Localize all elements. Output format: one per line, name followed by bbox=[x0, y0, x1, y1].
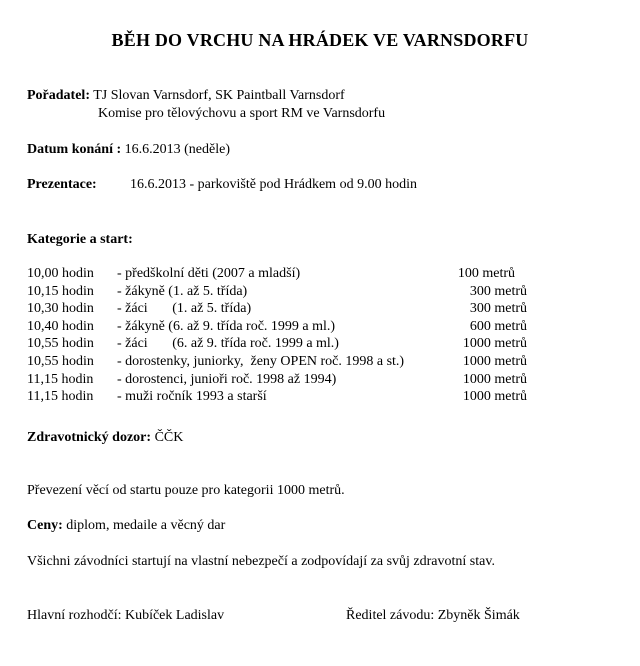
categories-table bbox=[27, 265, 527, 406]
row-time: 10,30 hodin bbox=[27, 301, 94, 317]
prizes-line bbox=[27, 518, 225, 534]
row-time: 10,15 hodin bbox=[27, 283, 94, 299]
organizer-label: Pořadatel: bbox=[27, 88, 90, 103]
medical-label: Zdravotnický dozor: bbox=[27, 430, 152, 445]
row-description: - žáci (6. až 9. třída roč. 1999 a ml.) bbox=[117, 336, 339, 352]
categories-heading: Kategorie a start: bbox=[27, 232, 133, 247]
table-row bbox=[27, 353, 527, 371]
row-description: - žáci (1. až 5. třída) bbox=[117, 301, 252, 317]
table-row bbox=[27, 265, 527, 283]
transport-note: Převezení věcí od startu pouze pro kategorii 1000 metrů. bbox=[27, 483, 345, 498]
registration-value: 16.6.2013 - parkoviště pod Hrádkem od 9.00 hodin bbox=[130, 177, 417, 192]
table-row bbox=[27, 371, 527, 389]
table-row bbox=[27, 300, 527, 318]
row-description: - předškolní děti (2007 a mladší) bbox=[117, 266, 301, 281]
prizes-value: diplom, medaile a věcný dar bbox=[66, 518, 226, 533]
row-description: - dorostenci, junioři roč. 1998 až 1994) bbox=[117, 371, 337, 387]
date-label: Datum konání : bbox=[27, 142, 122, 157]
date-value: 16.6.2013 (neděle) bbox=[124, 142, 230, 157]
row-description: - žákyně (1. až 5. třída) bbox=[117, 283, 248, 299]
row-time: 10,55 hodin bbox=[27, 353, 94, 369]
organizer-line-1 bbox=[27, 88, 345, 104]
table-row bbox=[27, 388, 527, 406]
row-time: 10,40 hodin bbox=[27, 318, 94, 334]
row-distance: 1000 metrů bbox=[462, 371, 527, 387]
row-description: - žákyně (6. až 9. třída roč. 1999 a ml.) bbox=[117, 318, 336, 334]
table-row bbox=[27, 318, 527, 336]
registration-label: Prezentace: bbox=[27, 177, 97, 192]
row-distance: 1000 metrů bbox=[462, 353, 527, 369]
row-distance: 300 metrů bbox=[469, 283, 527, 299]
document-title: BĚH DO VRCHU NA HRÁDEK VE VARNSDORFU bbox=[111, 30, 529, 50]
row-description: - dorostenky, juniorky, ženy OPEN roč. 1998 a st.) bbox=[117, 353, 405, 369]
row-time: 11,15 hodin bbox=[27, 389, 94, 405]
row-description: - muži ročník 1993 a starší bbox=[117, 389, 267, 405]
date-line bbox=[27, 142, 230, 158]
medical-value: ČČK bbox=[154, 430, 184, 445]
medical-line bbox=[27, 430, 183, 446]
chief-referee: Hlavní rozhodčí: Kubíček Ladislav bbox=[27, 608, 225, 623]
table-row bbox=[27, 283, 527, 301]
disclaimer: Všichni závodníci startují na vlastní nebezpečí a zodpovídají za svůj zdravotní stav. bbox=[27, 554, 495, 569]
race-director: Ředitel závodu: Zbyněk Šimák bbox=[346, 608, 520, 623]
row-distance: 100 metrů bbox=[457, 266, 515, 281]
row-distance: 600 metrů bbox=[469, 318, 527, 334]
row-time: 11,15 hodin bbox=[27, 371, 94, 387]
prizes-label: Ceny: bbox=[27, 518, 63, 533]
table-row bbox=[27, 335, 527, 353]
row-distance: 1000 metrů bbox=[462, 336, 527, 352]
organizer-value-1: TJ Slovan Varnsdorf, SK Paintball Varnsdorf bbox=[93, 88, 345, 103]
organizer-value-2: Komise pro tělovýchovu a sport RM ve Varnsdorfu bbox=[98, 106, 386, 121]
row-distance: 1000 metrů bbox=[462, 389, 527, 405]
row-time: 10,00 hodin bbox=[27, 266, 94, 281]
row-distance: 300 metrů bbox=[469, 301, 527, 317]
row-time: 10,55 hodin bbox=[27, 336, 94, 352]
